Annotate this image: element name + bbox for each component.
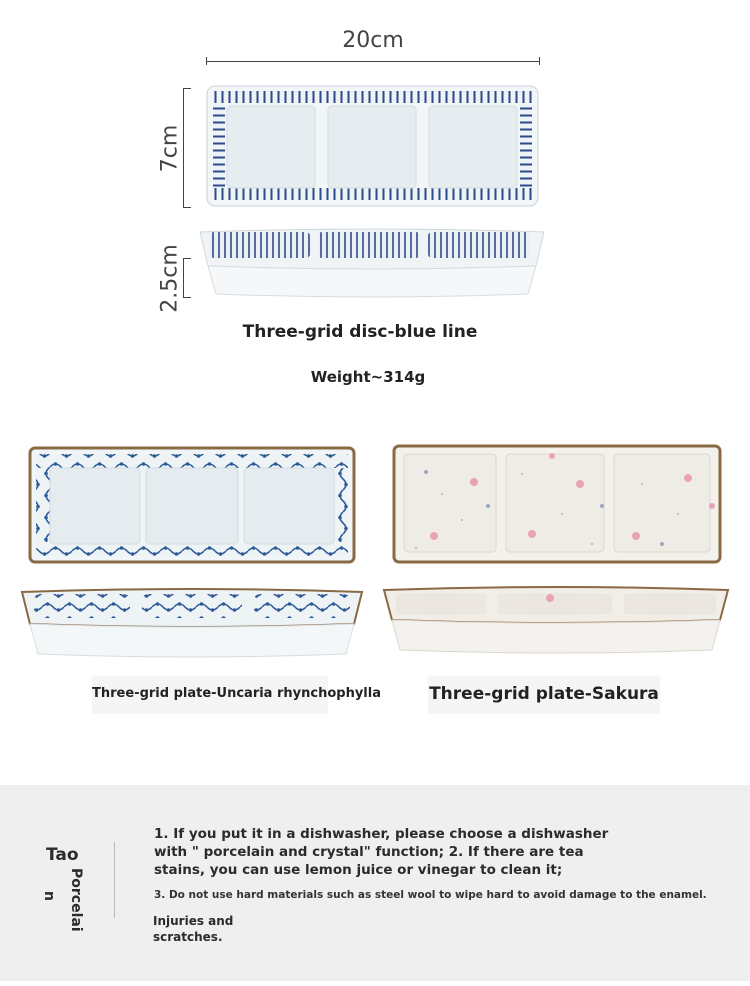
uncaria-title: Three-grid plate-Uncaria rhynchophylla [92, 676, 328, 714]
uncaria-dish-top-view [28, 446, 356, 564]
depth-dimension-label: 2.5cm [157, 244, 183, 313]
brand-vertical-text: Porcelai [68, 868, 84, 932]
uncaria-dish-side-view [20, 586, 364, 660]
height-dimension-line [183, 88, 184, 208]
blue-line-dish-side-view [198, 226, 546, 300]
sakura-dish-side-view [382, 584, 730, 656]
height-dimension-label: 7cm [157, 124, 183, 173]
width-dimension-label: 20cm [342, 28, 404, 53]
care-note-1: 1. If you put it in a dishwasher, please choose a dishwasher with " porcelain and crystal" function; 2. If there are tea stains, you can use lemon juice or vinegar to clean it; [154, 826, 609, 878]
blue-line-dish-top-view [205, 84, 540, 208]
blue-line-title: Three-grid disc-blue line [242, 322, 478, 342]
footer-divider [114, 842, 115, 918]
depth-dimension-line [183, 258, 184, 298]
brand-top-text: Tao [46, 845, 79, 865]
care-note-tail: Injuries and scratches. [153, 914, 234, 944]
width-dimension-line [206, 61, 540, 62]
blue-line-weight: Weight~314g [310, 368, 426, 386]
sakura-title: Three-grid plate-Sakura [428, 676, 660, 714]
care-note-3: 3. Do not use hard materials such as steel wool to wipe hard to avoid damage to the enamel. [154, 889, 707, 901]
footer-panel [0, 785, 750, 981]
brand-left-text: n [40, 891, 57, 901]
sakura-dish-top-view [392, 444, 722, 564]
